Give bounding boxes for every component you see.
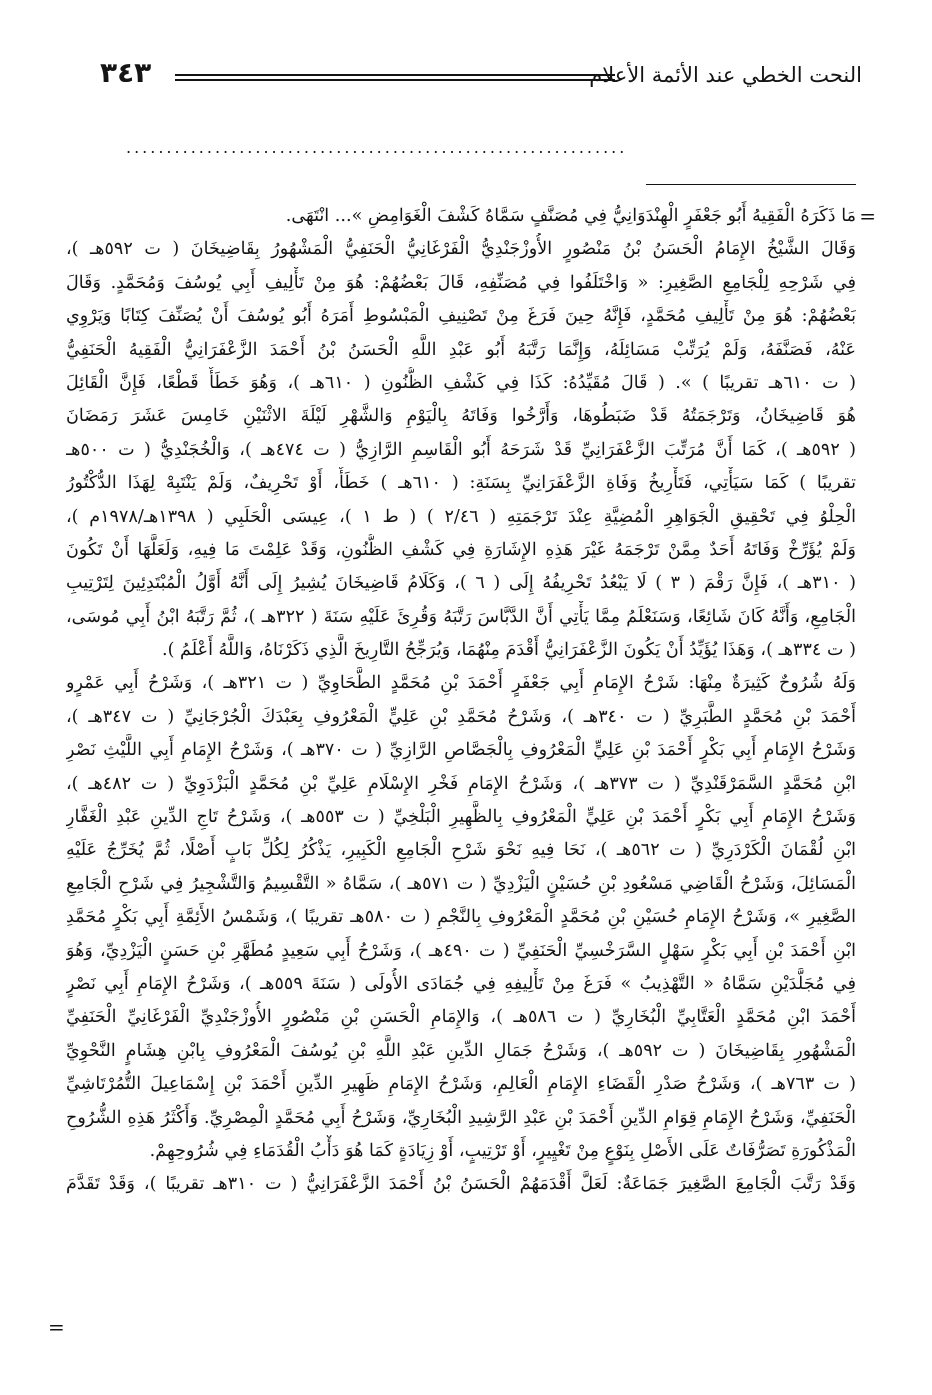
footnote-rule (646, 184, 856, 185)
text-line: تقريبًا ) كَمَا سَيَأْتِي، فَتَأْرِيخُ وَفَاةِ الزَّعْفَرَانِيِّ بِسَنَةِ: ( ٦١٠هـ ) خَطَأٌ، أَوْ تَحْرِيفٌ، وَلَمْ يَنْتَبِهْ لِهَذَا الدُّكْتُورُ (66, 473, 856, 494)
text-line: فِي مُجَلَّدَيْنِ سَمَّاهُ « التَّهْذِيبُ » فَرَغَ مِنْ تَأْلِيفِهِ فِي جُمَادَى الأُولَى ( سَنَةَ ٥٥٩هـ )، وَشَرْحُ الإِمَامِ أَبِي نَصْرٍ (66, 973, 856, 994)
text-line: الْحِلْوُ فِي تَحْقِيقِ الْجَوَاهِرِ الْمُضِيَّةِ عِنْدَ تَرْجَمَتِهِ ( ٢/٤٦ ) ( ط ١ )، عِيسَى الْحَلَبِي ( ١٣٩٨هـ/١٩٧٨م )، (66, 506, 856, 527)
header-double-rule (175, 74, 615, 81)
text-line: وَشَرْحُ الإِمَامِ أَبِي بَكْرٍ أَحْمَدَ بْنِ عَلِيٍّ الْمَعْرُوفِ بِالْجَصَّاصِ الرَّازِيِّ ( ت ٣٧٠هـ )، وَشَرْحُ الإِمَامِ أَبِي اللَّيْثِ نَصْرِ (66, 740, 856, 761)
continuation-mark-start: = (859, 204, 876, 228)
text-line: ابْنِ لُقْمَانَ الْكَرْدَرِيِّ ( ت ٥٦٢هـ )، نَحَا فِيهِ نَحْوَ شَرْحِ الْجَامِعِ الْكَبِيرِ، يَذْكُرُ لِكُلِّ بَابٍ أَصْلًا، ثُمَّ يُخَرِّجُ عَلَيْهِ (66, 840, 856, 861)
continuation-mark-end: = (48, 1315, 65, 1339)
text-line: الصَّغِيرِ »، وَشَرْحُ الإِمَامِ حُسَيْنِ بْنِ مُحَمَّدٍ الْمَعْرُوفِ بِالنَّجْمِ ( ت ٥٨٠هـ تقريبًا )، وَشَمْسُ الأَئِمَّةِ أَبِي بَكْرٍ مُحَمَّدِ (66, 907, 856, 928)
text-line: ابْنِ مُحَمَّدٍ السَّمَرْقَنْدِيِّ ( ت ٣٧٣هـ )، وَشَرْحُ الإِمَامِ فَخْرِ الإِسْلَامِ عَلِيِّ بْنِ مُحَمَّدٍ الْبَزْدَوِيِّ ( ت ٤٨٢هـ )، (66, 773, 856, 794)
text-line: ( ت ٣٣٤هـ )، وَهَذَا يُؤَيِّدُ أَنْ يَكُونَ الزَّعْفَرَانِيُّ أَقْدَمَ مِنْهُمَا، وَيُرَجِّحُ التَّارِيخَ الَّذِي ذَكَرْنَاهُ، وَاللَّهُ أَعْلَمُ ). (162, 640, 856, 661)
text-line: الْحَنَفِيِّ، وَشَرْحُ الإِمَامِ قِوَامِ الدِّينِ أَحْمَدَ بْنِ عَبْدِ الرَّشِيدِ الْبُخَارِيِّ، وَشَرْحُ أَبِي مُحَمَّدٍ الْمِصْرِيِّ. وَأَكْثَرُ هَذِهِ الشُّرُوحِ (66, 1107, 856, 1128)
separator-dots: .............................................................. (126, 138, 628, 157)
text-line: أَحْمَدَ ابْنِ مُحَمَّدٍ الْعَتَّابِيِّ الْبُخَارِيِّ ( ت ٥٨٦هـ )، وَالإِمَامِ الْحَسَنِ بْنِ مَنْصُورٍ الأُوزْجَنْدِيِّ الْفَرْغَانِيِّ الْحَنَفِيِّ (66, 1007, 856, 1028)
text-line: وَقَدْ رَتَّبَ الْجَامِعَ الصَّغِيرَ جَمَاعَةٌ: لَعَلَّ أَقْدَمَهُمْ الْحَسَنُ بْنُ أَحْمَدَ الزَّعْفَرَانِيُّ ( ت ٣١٠هـ تقريبًا )، وَقَدْ تَقَدَّمَ (66, 1174, 856, 1195)
text-line: الْمَسَائِلَ، وَشَرْحُ الْقَاضِي مَسْعُودِ بْنِ حُسَيْنٍ الْيَزْدِيِّ ( ت ٥٧١هـ )، سَمَّاهُ « التَّقْسِيمُ وَالتَّشْجِيرُ فِي شَرْحِ الْجَامِعِ (66, 873, 856, 894)
running-title: النحت الخطي عند الأئمة الأعلام (589, 63, 862, 87)
footnote-body (66, 200, 856, 1202)
text-line: عَنْهُ، فَصَنَّفَهُ، وَلَمْ يُرَتِّبْ مَسَائِلَهُ، وَإِنَّمَا رَتَّبَهُ أَبُو عَبْدِ اللَّهِ الْحَسَنُ بْنُ أَحْمَدَ الزَّعْفَرَانِيُّ الْفَقِيهُ الْحَنَفِيُّ (66, 339, 856, 360)
text-line: مَا ذَكَرَهُ الْفَقِيهُ أَبُو جَعْفَرٍ الْهِنْدَوَانِيُّ فِي مُصَنَّفٍ سَمَّاهُ كَشْفَ الْغَوَامِضِ »... انْتَهَى. (285, 206, 856, 226)
text-line: وَلَمْ يُؤَرِّخْ وَفَاتَهُ أَحَدٌ مِمَّنْ تَرْجَمَهُ غَيْرَ هَذِهِ الإِشَارَةِ فِي كَشْفِ الظُّنُونِ، وَقَدْ عَلِمْتَ مَا فِيهِ، وَلَعَلَّهَا أَنْ تَكُونَ (66, 539, 856, 560)
text-line: فِي شَرْحِهِ لِلْجَامِعِ الصَّغِيرِ: « وَاخْتَلَفُوا فِي مُصَنِّفِهِ، قَالَ بَعْضُهُمْ: هُوَ مِنْ تَأْلِيفِ أَبِي يُوسُفَ وَمُحَمَّدٍ. وَقَالَ (66, 272, 856, 293)
text-line: بَعْضُهُمْ: هُوَ مِنْ تَأْلِيفِ مُحَمَّدٍ، فَإِنَّهُ حِينَ فَرَغَ مِنْ تَصْنِيفِ الْمَبْسُوطِ أَمَرَهُ أَبُو يُوسُفَ أَنْ يُصَنِّفَ كِتَابًا وَيَرْوِي (66, 306, 856, 327)
text-line: ( ٣١٠هـ )، فَإِنَّ رَقْمَ ( ٣ ) لَا يَبْعُدُ تَحْرِيفُهُ إِلَى ( ٦ )، وَكَلَامُ قَاضِيخَانَ يُشِيرُ إِلَى أَنَّهُ أَوَّلُ الْمُبْتَدِئِينَ لِتَرْتِيبِ (66, 573, 856, 594)
text-line: ( ت ٦١٠هـ تقريبًا ) ». ( قَالَ مُقَيِّدُهُ: كَذَا فِي كَشْفِ الظُّنُونِ ( ٦١٠هـ )، وَهُوَ خَطَأٌ قَطْعًا، فَإِنَّ الْقَائِلَ (66, 372, 856, 393)
text-line: وَقَالَ الشَّيْخُ الإِمَامُ الْحَسَنُ بْنُ مَنْصُورٍ الأُوزْجَنْدِيُّ الْفَرْغَانِيُّ الْحَنَفِيُّ الْمَشْهُورُ بِقَاضِيخَانَ ( ت ٥٩٢هـ )، (66, 239, 856, 260)
text-line: ( ٥٩٢هـ )، كَمَا أَنَّ مُرَتِّبَ الزَّعْفَرَانِيِّ قَدْ شَرَحَهُ أَبُو الْقَاسِمِ الرَّازِيُّ ( ت ٤٧٤هـ )، وَالْخُجَنْدِيُّ ( ت ٥٠٠هـ (66, 439, 856, 460)
text-line: هُوَ قَاضِيخَانُ، وَتَرْجَمَتُهُ قَدْ ضَبَطُوهَا، وَأَرَّخُوا وَفَاتَهُ بِالْيَوْمِ وَالشَّهْرِ لَيْلَةَ الاثْنَيْنِ خَامِسَ عَشَرَ رَمَضَانَ (66, 406, 856, 427)
text-line: الْمَذْكُورَةِ تَصَرُّفَاتٌ عَلَى الأَصْلِ بِنَوْعٍ مِنْ تَغْيِيرٍ، أَوْ تَرْتِيبٍ، أَوْ زِيَادَةٍ كَمَا هُوَ دَأْبُ الْقُدَمَاءِ فِي شُرُوحِهِمْ. (149, 1140, 856, 1161)
text-line: ابْنِ أَحْمَدَ بْنِ أَبِي بَكْرٍ سَهْلٍ السَّرَخْسِيِّ الْحَنَفِيِّ ( ت ٤٩٠هـ )، وَشَرْحُ أَبِي سَعِيدٍ مُطَهَّرِ بْنِ حَسَنٍ الْيَزْدِيِّ، وَهُوَ (66, 940, 856, 961)
text-line: وَشَرْحُ الإِمَامِ أَبِي بَكْرٍ أَحْمَدَ بْنِ عَلِيٍّ الْمَعْرُوفِ بِالظَّهِيرِ الْبَلْخِيِّ ( ت ٥٥٣هـ )، وَشَرْحُ تَاجِ الدِّينِ عَبْدِ الْغَفَّارِ (66, 807, 856, 828)
text-line: الْمَشْهُورِ بِقَاضِيخَانَ ( ت ٥٩٢هـ )، وَشَرْحُ جَمَالِ الدِّينِ عَبْدِ اللَّهِ بْنِ يُوسُفَ الْمَعْرُوفِ بِابْنِ هِشَامٍ النَّحْوِيِّ (66, 1040, 856, 1061)
text-line: أَحْمَدَ بْنِ مُحَمَّدٍ الطَّبَرِيِّ ( ت ٣٤٠هـ )، وَشَرْحُ مُحَمَّدِ بْنِ عَلِيٍّ الْمَعْرُوفِ بِعَبْدَكَ الْجُرْجَانِيِّ ( ت ٣٤٧هـ )، (66, 706, 856, 727)
page-number: ٣٤٣ (100, 56, 152, 89)
text-line: ( ت ٧٦٣هـ )، وَشَرْحُ صَدْرِ الْقَضَاءِ الإِمَامِ الْعَالِمِ، وَشَرْحُ الإِمَامِ ظَهِيرِ الدِّينِ أَحْمَدَ بْنِ إِسْمَاعِيلَ التُّمُرْتَاشِيِّ (66, 1074, 856, 1095)
text-line: وَلَهُ شُرُوحٌ كَثِيرَةٌ مِنْهَا: شَرْحُ الإِمَامِ أَبِي جَعْفَرٍ أَحْمَدَ بْنِ مُحَمَّدٍ الطَّحَاوِيِّ ( ت ٣٢١هـ )، وَشَرْحُ أَبِي عَمْرٍو (66, 673, 856, 694)
text-line: الْجَامِعِ، وَأَنَّهُ كَانَ شَائِعًا، وَسَنَعْلَمُ مِمَّا يَأْتِي أَنَّ الدَّبَّاسَ رَتَّبَهُ وَقُرِئَ عَلَيْهِ سَنَةَ ( ٣٢٢هـ )، ثُمَّ رَتَّبَهُ ابْنُ أَبِي مُوسَى، (66, 606, 856, 627)
